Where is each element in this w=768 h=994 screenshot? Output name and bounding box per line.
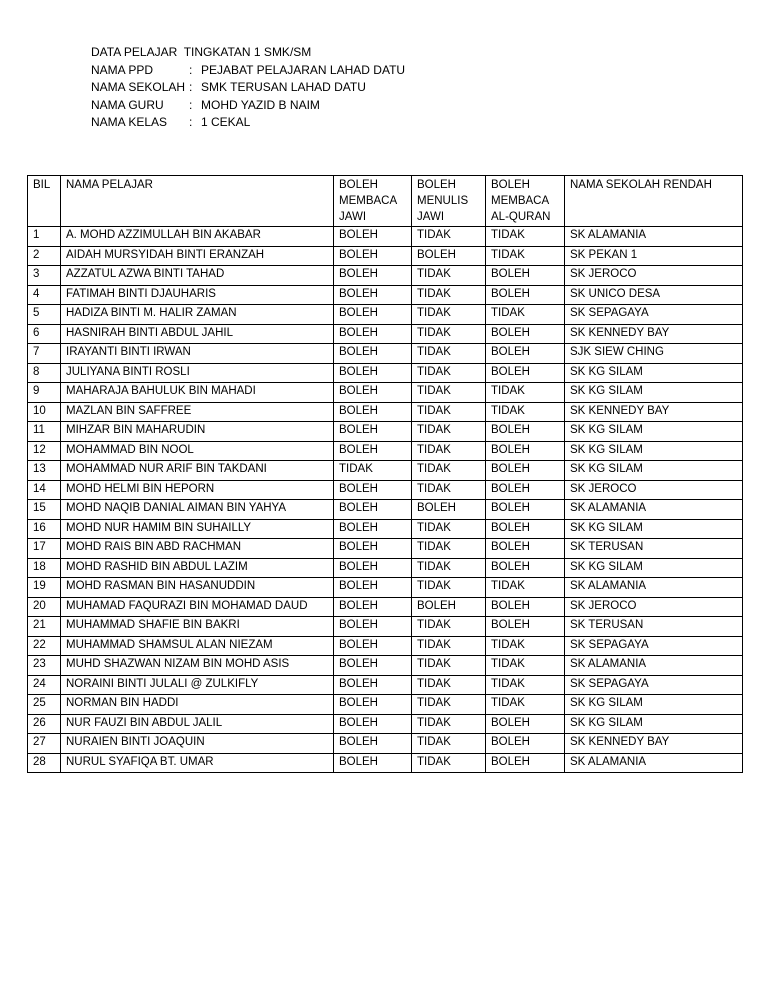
cell-nama-pelajar: MOHAMMAD NUR ARIF BIN TAKDANI xyxy=(61,461,334,481)
cell-sekolah-rendah: SJK SIEW CHING xyxy=(565,344,743,364)
cell-nama-pelajar: MOHD RAIS BIN ABD RACHMAN xyxy=(61,539,334,559)
cell-membaca-jawi: BOLEH xyxy=(334,266,412,286)
field-value: SMK TERUSAN LAHAD DATU xyxy=(201,80,366,94)
cell-sekolah-rendah: SK ALAMANIA xyxy=(565,500,743,520)
cell-membaca-al-quran: TIDAK xyxy=(486,383,565,403)
cell-sekolah-rendah: SK KG SILAM xyxy=(565,383,743,403)
cell-sekolah-rendah: SK ALAMANIA xyxy=(565,656,743,676)
cell-nama-pelajar: MAHARAJA BAHULUK BIN MAHADI xyxy=(61,383,334,403)
cell-bil: 21 xyxy=(28,617,61,637)
cell-bil: 25 xyxy=(28,695,61,715)
cell-membaca-jawi: BOLEH xyxy=(334,402,412,422)
cell-bil: 15 xyxy=(28,500,61,520)
header-field-kelas xyxy=(91,114,405,132)
cell-menulis-jawi: TIDAK xyxy=(412,285,486,305)
cell-menulis-jawi: TIDAK xyxy=(412,636,486,656)
cell-menulis-jawi: TIDAK xyxy=(412,480,486,500)
table-row xyxy=(28,656,743,676)
table-row xyxy=(28,675,743,695)
field-separator: : xyxy=(189,115,193,129)
cell-membaca-al-quran: BOLEH xyxy=(486,363,565,383)
column-header-menulis-jawi: BOLEH MENULIS JAWI xyxy=(412,176,486,227)
cell-bil: 18 xyxy=(28,558,61,578)
cell-bil: 2 xyxy=(28,246,61,266)
cell-membaca-al-quran: BOLEH xyxy=(486,266,565,286)
cell-nama-pelajar: NURUL SYAFIQA BT. UMAR xyxy=(61,753,334,773)
table-row xyxy=(28,422,743,442)
cell-menulis-jawi: TIDAK xyxy=(412,383,486,403)
table-row xyxy=(28,558,743,578)
cell-nama-pelajar: FATIMAH BINTI DJAUHARIS xyxy=(61,285,334,305)
cell-membaca-al-quran: TIDAK xyxy=(486,675,565,695)
cell-membaca-al-quran: TIDAK xyxy=(486,246,565,266)
cell-membaca-al-quran: TIDAK xyxy=(486,402,565,422)
table-row xyxy=(28,714,743,734)
cell-sekolah-rendah: SK JEROCO xyxy=(565,266,743,286)
cell-sekolah-rendah: SK ALAMANIA xyxy=(565,227,743,247)
cell-membaca-al-quran: BOLEH xyxy=(486,558,565,578)
cell-bil: 24 xyxy=(28,675,61,695)
cell-menulis-jawi: TIDAK xyxy=(412,461,486,481)
table-row xyxy=(28,597,743,617)
cell-nama-pelajar: MOHD RASHID BIN ABDUL LAZIM xyxy=(61,558,334,578)
cell-bil: 10 xyxy=(28,402,61,422)
cell-sekolah-rendah: SK KG SILAM xyxy=(565,441,743,461)
document-header xyxy=(91,44,405,132)
column-header-sekolah-rendah: NAMA SEKOLAH RENDAH xyxy=(565,176,743,227)
table-row xyxy=(28,480,743,500)
cell-menulis-jawi: TIDAK xyxy=(412,656,486,676)
cell-nama-pelajar: NORMAN BIN HADDI xyxy=(61,695,334,715)
cell-membaca-jawi: BOLEH xyxy=(334,383,412,403)
cell-menulis-jawi: BOLEH xyxy=(412,246,486,266)
cell-sekolah-rendah: SK TERUSAN xyxy=(565,617,743,637)
header-field-sekolah xyxy=(91,79,405,97)
cell-membaca-al-quran: TIDAK xyxy=(486,656,565,676)
cell-membaca-jawi: BOLEH xyxy=(334,539,412,559)
table-row xyxy=(28,246,743,266)
cell-bil: 1 xyxy=(28,227,61,247)
cell-membaca-al-quran: BOLEH xyxy=(486,617,565,637)
cell-sekolah-rendah: SK SEPAGAYA xyxy=(565,305,743,325)
cell-membaca-jawi: BOLEH xyxy=(334,617,412,637)
cell-bil: 4 xyxy=(28,285,61,305)
cell-membaca-jawi: BOLEH xyxy=(334,597,412,617)
cell-menulis-jawi: TIDAK xyxy=(412,617,486,637)
cell-sekolah-rendah: SK ALAMANIA xyxy=(565,578,743,598)
cell-menulis-jawi: TIDAK xyxy=(412,558,486,578)
field-separator: : xyxy=(189,97,193,112)
cell-bil: 20 xyxy=(28,597,61,617)
cell-nama-pelajar: MUHAMAD FAQURAZI BIN MOHAMAD DAUD xyxy=(61,597,334,617)
table-row xyxy=(28,461,743,481)
cell-sekolah-rendah: SK KG SILAM xyxy=(565,519,743,539)
cell-sekolah-rendah: SK KG SILAM xyxy=(565,714,743,734)
cell-membaca-jawi: BOLEH xyxy=(334,227,412,247)
cell-menulis-jawi: TIDAK xyxy=(412,344,486,364)
cell-membaca-jawi: BOLEH xyxy=(334,441,412,461)
cell-membaca-al-quran: BOLEH xyxy=(486,714,565,734)
cell-membaca-jawi: BOLEH xyxy=(334,500,412,520)
cell-menulis-jawi: BOLEH xyxy=(412,597,486,617)
cell-bil: 5 xyxy=(28,305,61,325)
cell-sekolah-rendah: SK KG SILAM xyxy=(565,461,743,481)
cell-membaca-jawi: BOLEH xyxy=(334,695,412,715)
cell-menulis-jawi: TIDAK xyxy=(412,695,486,715)
cell-membaca-jawi: BOLEH xyxy=(334,305,412,325)
column-header-nama-pelajar: NAMA PELAJAR xyxy=(61,176,334,227)
cell-membaca-al-quran: BOLEH xyxy=(486,441,565,461)
cell-menulis-jawi: TIDAK xyxy=(412,363,486,383)
cell-bil: 19 xyxy=(28,578,61,598)
cell-membaca-jawi: BOLEH xyxy=(334,285,412,305)
field-separator: : xyxy=(189,80,193,94)
cell-menulis-jawi: TIDAK xyxy=(412,227,486,247)
cell-menulis-jawi: TIDAK xyxy=(412,402,486,422)
cell-sekolah-rendah: SK KENNEDY BAY xyxy=(565,734,743,754)
cell-membaca-al-quran: BOLEH xyxy=(486,344,565,364)
document-title: DATA PELAJAR TINGKATAN 1 SMK/SM xyxy=(91,45,312,59)
cell-bil: 23 xyxy=(28,656,61,676)
table-row xyxy=(28,402,743,422)
cell-sekolah-rendah: SK PEKAN 1 xyxy=(565,246,743,266)
cell-membaca-jawi: BOLEH xyxy=(334,324,412,344)
table-row xyxy=(28,636,743,656)
cell-nama-pelajar: MAZLAN BIN SAFFREE xyxy=(61,402,334,422)
table-row xyxy=(28,617,743,637)
cell-bil: 3 xyxy=(28,266,61,286)
cell-membaca-jawi: BOLEH xyxy=(334,636,412,656)
table-row xyxy=(28,734,743,754)
student-table xyxy=(27,175,743,773)
cell-bil: 17 xyxy=(28,539,61,559)
cell-bil: 12 xyxy=(28,441,61,461)
cell-membaca-al-quran: BOLEH xyxy=(486,461,565,481)
cell-bil: 6 xyxy=(28,324,61,344)
cell-membaca-al-quran: BOLEH xyxy=(486,324,565,344)
cell-membaca-jawi: BOLEH xyxy=(334,363,412,383)
cell-nama-pelajar: AIDAH MURSYIDAH BINTI ERANZAH xyxy=(61,246,334,266)
cell-membaca-al-quran: TIDAK xyxy=(486,578,565,598)
header-field-ppd xyxy=(91,62,405,80)
cell-membaca-al-quran: BOLEH xyxy=(486,734,565,754)
cell-membaca-jawi: TIDAK xyxy=(334,461,412,481)
cell-membaca-al-quran: BOLEH xyxy=(486,500,565,520)
cell-nama-pelajar: MOHD NAQIB DANIAL AIMAN BIN YAHYA xyxy=(61,500,334,520)
column-header-bil: BIL xyxy=(28,176,61,227)
cell-nama-pelajar: HASNIRAH BINTI ABDUL JAHIL xyxy=(61,324,334,344)
cell-membaca-jawi: BOLEH xyxy=(334,656,412,676)
cell-membaca-jawi: BOLEH xyxy=(334,753,412,773)
cell-sekolah-rendah: SK UNICO DESA xyxy=(565,285,743,305)
cell-bil: 22 xyxy=(28,636,61,656)
cell-nama-pelajar: NURAIEN BINTI JOAQUIN xyxy=(61,734,334,754)
cell-sekolah-rendah: SK JEROCO xyxy=(565,597,743,617)
cell-bil: 14 xyxy=(28,480,61,500)
cell-nama-pelajar: IRAYANTI BINTI IRWAN xyxy=(61,344,334,364)
cell-membaca-al-quran: TIDAK xyxy=(486,305,565,325)
cell-sekolah-rendah: SK TERUSAN xyxy=(565,539,743,559)
cell-bil: 7 xyxy=(28,344,61,364)
cell-nama-pelajar: MIHZAR BIN MAHARUDIN xyxy=(61,422,334,442)
cell-nama-pelajar: MUHAMMAD SHAFIE BIN BAKRI xyxy=(61,617,334,637)
cell-sekolah-rendah: SK KENNEDY BAY xyxy=(565,324,743,344)
field-value: MOHD YAZID B NAIM xyxy=(201,97,320,112)
cell-menulis-jawi: TIDAK xyxy=(412,422,486,442)
cell-nama-pelajar: HADIZA BINTI M. HALIR ZAMAN xyxy=(61,305,334,325)
cell-nama-pelajar: MOHD HELMI BIN HEPORN xyxy=(61,480,334,500)
field-label: NAMA PPD xyxy=(91,62,154,77)
cell-sekolah-rendah: SK KENNEDY BAY xyxy=(565,402,743,422)
cell-bil: 8 xyxy=(28,363,61,383)
cell-nama-pelajar: MOHD NUR HAMIM BIN SUHAILLY xyxy=(61,519,334,539)
cell-membaca-jawi: BOLEH xyxy=(334,734,412,754)
cell-membaca-al-quran: BOLEH xyxy=(486,597,565,617)
cell-membaca-jawi: BOLEH xyxy=(334,422,412,442)
table-header-row xyxy=(28,176,743,227)
cell-bil: 27 xyxy=(28,734,61,754)
table-row xyxy=(28,441,743,461)
cell-bil: 11 xyxy=(28,422,61,442)
cell-nama-pelajar: AZZATUL AZWA BINTI TAHAD xyxy=(61,266,334,286)
cell-nama-pelajar: MUHD SHAZWAN NIZAM BIN MOHD ASIS xyxy=(61,656,334,676)
cell-menulis-jawi: TIDAK xyxy=(412,324,486,344)
cell-menulis-jawi: TIDAK xyxy=(412,578,486,598)
cell-membaca-al-quran: TIDAK xyxy=(486,636,565,656)
cell-nama-pelajar: MOHD RASMAN BIN HASANUDDIN xyxy=(61,578,334,598)
table-row xyxy=(28,383,743,403)
cell-sekolah-rendah: SK KG SILAM xyxy=(565,363,743,383)
cell-membaca-al-quran: TIDAK xyxy=(486,227,565,247)
table-row xyxy=(28,753,743,773)
cell-membaca-al-quran: BOLEH xyxy=(486,285,565,305)
cell-menulis-jawi: TIDAK xyxy=(412,539,486,559)
field-label: NAMA GURU xyxy=(91,97,164,112)
cell-sekolah-rendah: SK SEPAGAYA xyxy=(565,675,743,695)
field-value: 1 CEKAL xyxy=(201,115,251,129)
header-field-guru xyxy=(91,97,405,115)
cell-membaca-al-quran: BOLEH xyxy=(486,539,565,559)
cell-menulis-jawi: TIDAK xyxy=(412,753,486,773)
cell-sekolah-rendah: SK JEROCO xyxy=(565,480,743,500)
field-label: NAMA KELAS xyxy=(91,115,168,129)
table-row xyxy=(28,539,743,559)
cell-sekolah-rendah: SK KG SILAM xyxy=(565,695,743,715)
cell-menulis-jawi: TIDAK xyxy=(412,675,486,695)
column-header-membaca-jawi: BOLEH MEMBACA JAWI xyxy=(334,176,412,227)
cell-membaca-jawi: BOLEH xyxy=(334,675,412,695)
cell-sekolah-rendah: SK ALAMANIA xyxy=(565,753,743,773)
cell-menulis-jawi: TIDAK xyxy=(412,441,486,461)
table-row xyxy=(28,227,743,247)
cell-membaca-al-quran: BOLEH xyxy=(486,519,565,539)
table-row xyxy=(28,519,743,539)
cell-membaca-jawi: BOLEH xyxy=(334,714,412,734)
cell-nama-pelajar: MUHAMMAD SHAMSUL ALAN NIEZAM xyxy=(61,636,334,656)
cell-nama-pelajar: NUR FAUZI BIN ABDUL JALIL xyxy=(61,714,334,734)
cell-sekolah-rendah: SK KG SILAM xyxy=(565,422,743,442)
cell-membaca-al-quran: BOLEH xyxy=(486,753,565,773)
cell-nama-pelajar: A. MOHD AZZIMULLAH BIN AKABAR xyxy=(61,227,334,247)
cell-menulis-jawi: TIDAK xyxy=(412,305,486,325)
cell-menulis-jawi: TIDAK xyxy=(412,519,486,539)
cell-membaca-al-quran: BOLEH xyxy=(486,480,565,500)
cell-membaca-jawi: BOLEH xyxy=(334,578,412,598)
cell-menulis-jawi: TIDAK xyxy=(412,714,486,734)
table-row xyxy=(28,324,743,344)
cell-menulis-jawi: TIDAK xyxy=(412,734,486,754)
column-header-membaca-al-quran: BOLEH MEMBACA AL-QURAN xyxy=(486,176,565,227)
table-row xyxy=(28,285,743,305)
table-row xyxy=(28,695,743,715)
table-row xyxy=(28,266,743,286)
cell-bil: 28 xyxy=(28,753,61,773)
cell-membaca-jawi: BOLEH xyxy=(334,344,412,364)
cell-membaca-jawi: BOLEH xyxy=(334,480,412,500)
cell-bil: 26 xyxy=(28,714,61,734)
cell-membaca-al-quran: TIDAK xyxy=(486,695,565,715)
cell-sekolah-rendah: SK KG SILAM xyxy=(565,558,743,578)
cell-nama-pelajar: NORAINI BINTI JULALI @ ZULKIFLY xyxy=(61,675,334,695)
cell-nama-pelajar: MOHAMMAD BIN NOOL xyxy=(61,441,334,461)
table-row xyxy=(28,305,743,325)
cell-membaca-al-quran: BOLEH xyxy=(486,422,565,442)
field-separator: : xyxy=(189,62,193,77)
table-row xyxy=(28,344,743,364)
field-value: PEJABAT PELAJARAN LAHAD DATU xyxy=(201,62,406,77)
cell-sekolah-rendah: SK SEPAGAYA xyxy=(565,636,743,656)
cell-bil: 13 xyxy=(28,461,61,481)
table-row xyxy=(28,500,743,520)
field-label: NAMA SEKOLAH xyxy=(91,80,186,94)
cell-membaca-jawi: BOLEH xyxy=(334,519,412,539)
cell-menulis-jawi: TIDAK xyxy=(412,266,486,286)
cell-nama-pelajar: JULIYANA BINTI ROSLI xyxy=(61,363,334,383)
cell-membaca-jawi: BOLEH xyxy=(334,558,412,578)
cell-menulis-jawi: BOLEH xyxy=(412,500,486,520)
cell-bil: 16 xyxy=(28,519,61,539)
cell-membaca-jawi: BOLEH xyxy=(334,246,412,266)
table-row xyxy=(28,363,743,383)
table-row xyxy=(28,578,743,598)
cell-bil: 9 xyxy=(28,383,61,403)
